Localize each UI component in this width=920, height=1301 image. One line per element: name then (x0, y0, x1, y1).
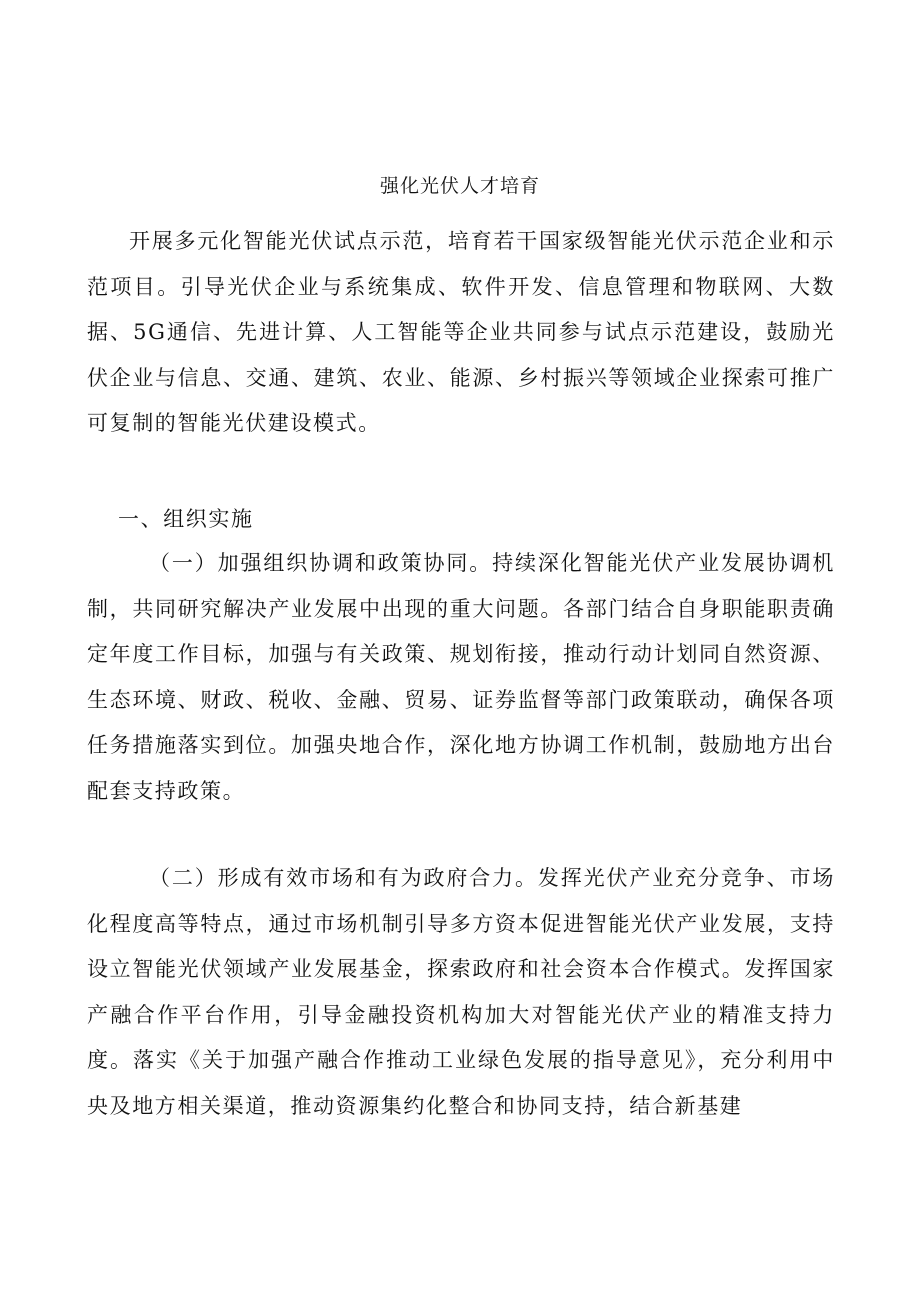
paragraph-coordination: （一）加强组织协调和政策协同。持续深化智能光伏产业发展协调机制，共同研究解决产业发展中出现的重大问题。各部门结合自身职能职责确定年度工作目标，加强与有关政策、规划衔接，推动行动计划同自然资源、生态环境、财政、税收、金融、贸易、证券监督等部门政策联动，确保各项任务措施落实到位。加强央地合作，深化地方协调工作机制，鼓励地方出台配套支持政策。 (87, 551, 835, 803)
section-heading: 一、组织实施 (118, 507, 254, 531)
paragraph-market-government: （二）形成有效市场和有为政府合力。发挥光伏产业充分竞争、市场化程度高等特点，通过市场机制引导多方资本促进智能光伏产业发展，支持设立智能光伏领域产业发展基金，探索政府和社会资本合作模式。发挥国家产融合作平台作用，引导金融投资机构加大对智能光伏产业的精准支持力度。落实《关于加强产融合作推动工业绿色发展的指导意见》，充分利用中央及地方相关渠道，推动资源集约化整合和协同支持，结合新基建 (87, 866, 835, 1118)
document-title: 强化光伏人才培育 (379, 175, 540, 197)
intro-paragraph: 开展多元化智能光伏试点示范，培育若干国家级智能光伏示范企业和示范项目。引导光伏企业与系统集成、软件开发、信息管理和物联网、大数据、5G通信、先进计算、人工智能等企业共同参与试点示范建设，鼓励光伏企业与信息、交通、建筑、农业、能源、乡村振兴等领域企业探索可推广可复制的智能光伏建设模式。 (87, 229, 835, 435)
